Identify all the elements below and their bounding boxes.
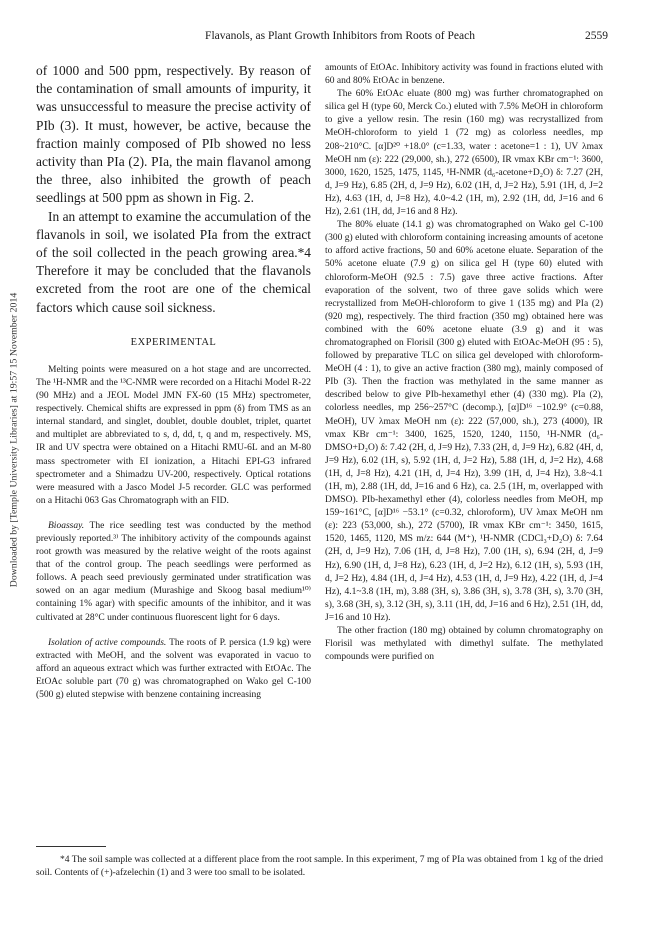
right-column <box>325 62 603 664</box>
right-paragraph-2: The 60% EtOAc eluate (800 mg) was further chromatographed on silica gel H (type 60, Merck Co.) eluted with 7.5% MeOH in chloroform to give a yellow resin. The resin (160 mg) was recrystallized from MeOH-chloroform to yield 1 (72 mg) as colorless needles, mp 208~210°C. [α]D²⁰ +18.0° (c=1.33, water : acetone=1 : 1), UV λmax MeOH nm (ε): 222 (29,000, sh.), 272 (6500), IR νmax KBr cm⁻¹: 3600, 3000, 1620, 1525, 1475, 1145, ¹H-NMR (d₆-acetone+D₂O) δ: 7.27 (2H, d, J=9 Hz), 6.85 (2H, d, J=9 Hz), 6.02 (1H, d, J=2 Hz), 5.91 (1H, d, J=2 Hz), 4.63 (1H, d, J=8 Hz), 4.0~4.2 (1H, m), 2.92 (1H, dd, J=16 and 6 Hz), 2.61 (1H, dd, J=16 and 8 Hz). <box>325 89 603 218</box>
bioassay-subheading: Bioassay. <box>48 520 85 531</box>
bioassay-paragraph <box>36 520 311 625</box>
right-paragraph-4: The other fraction (180 mg) obtained by column chromatography on Florisil was methylated with dimethyl sulfate. The methylated compounds were purified on <box>325 626 603 663</box>
isolation-text: The roots of P. persica (1.9 kg) were extracted with MeOH, and the solvent was evaporated in vacuo to afford an aqueous extract which was further extracted with EtOAc. The EtOAc soluble part (70 g) was chromatographed on Wako gel C-100 (500 g) eluted stepwise with benzene containing increasing <box>36 637 311 700</box>
left-column <box>36 62 311 702</box>
page-number: 2559 <box>585 30 608 42</box>
running-header <box>40 30 640 46</box>
experimental-text <box>36 364 311 702</box>
isolation-subheading: Isolation of active compounds. <box>48 637 167 648</box>
download-watermark-text: Downloaded by [Temple University Libraries] at 19:57 15 November 2014 <box>8 292 20 588</box>
right-paragraph-1: amounts of EtOAc. Inhibitory activity was found in fractions eluted with 60 and 80% EtOAc in benzene. <box>325 63 603 87</box>
footnote-rule <box>36 846 106 847</box>
isolation-paragraph <box>36 637 311 702</box>
right-paragraph-3: The 80% eluate (14.1 g) was chromatographed on Wako gel C-100 (300 g) eluted with chloroform containing increasing amounts of acetone to afford active fractions, 50 and 60% acetone eluate. Separation of the 50% acetone eluate (7.9 g) on silica gel H (type 60) eluted with chloroform-MeOH (92.5 : 7.5) gave three active fractions. After evaporation of the solvent, two of three gave solids which were recrystallized from MeOH-chloroform to give 1 (135 mg) and PIa (2) (920 mg), respectively. The third fraction (350 mg) obtained here was combined with the 60% acetone eluate (3.9 g) and it was chromatographed on Florisil (300 g) eluted with EtOAc-MeOH (95 : 5), followed by preparative TLC on silica gel developed with chloroform-MeOH (4 : 1), to give an active fraction (380 mg), mainly composed of PIb (3). Then the fraction was methylated in the same manner as described below to give PIb-hexamethyl ether (4) (330 mg). PIa (2), colorless needles, mp 256~257°C (decomp.), [α]D¹⁶ −102.9° (c=0.88, MeOH), UV λmax MeOH nm (ε): 222 (57,000, sh.), 273 (4000), IR νmax KBr cm⁻¹: 3400, 1625, 1520, 1240, 1150, ¹H-NMR (d₆-DMSO+D₂O) δ: 7.42 (2H, d, J=9 Hz), 7.33 (2H, d, J=9 Hz), 6.82 (4H, d, J=9 Hz), 6.02 (1H, s), 5.92 (1H, d, J=2 Hz), 5.88 (1H, d, J=2 Hz), 4.68 (1H, d, J=8 Hz), 4.21 (1H, d, J=4 Hz), 3.99 (1H, d, J=4 Hz), 3.8~4.1 (1H, m), 2.88 (1H, dd, J=16 and 6 Hz), ca. 2.5 (1H, m, overlapped with DMSO). PIb-hexamethyl ether (4), colorless needles from MeOH, mp 159~161°C, [α]D¹⁶ −53.1° (c=0.32, chloroform), UV λmax MeOH nm (ε): 223 (53,000, sh.), 272 (5700), IR νmax KBr cm⁻¹: 3450, 1615, 1520, 1465, 1120, MS m/z: 644 (M⁺), ¹H-NMR (CDCl₃+D₂O) δ: 7.64 (2H, d, J=9 Hz), 7.06 (1H, d, J=8 Hz), 7.00 (1H, s), 6.94 (2H, d, J=9 Hz), 6.90 (1H, d, J=8 Hz), 6.23 (1H, d, J=2 Hz), 6.12 (1H, s), 5.93 (1H, d, J=2 Hz), 4.84 (1H, d, J=4 Hz), 4.53 (1H, d, J=9 Hz), 4.22 (1H, d, J=4 Hz), 4.1~3.8 (1H, m), 3.88 (3H, s), 3.86 (3H, s), 3.78 (3H, s), 3.70 (3H, s), 3.68 (3H, s), 3.12 (3H, s), 3.11 (1H, dd, J=16 and 6 Hz), 2.51 (1H, dd, J=16 and 10 Hz). <box>325 220 603 623</box>
footnote: *4 The soil sample was collected at a different place from the root sample. In this experiment, 7 mg of PIa was obtained from 1 kg of the dried soil. Contents of (+)-afzelechin (1) and 3 were too small to be isolated. <box>36 855 603 878</box>
bioassay-text: The rice seedling test was conducted by the method previously reported.³⁾ The inhibitory activity of the compounds against root growth was measured by the relative weight of the roots against that of the control group. The peach seedlings were performed as follows. A peach seed previously germinated under stratification was sowed on an agar medium (Murashige and Skoog basal medium¹⁰⁾ containing 1% agar) with specific amounts of the inhibitor, and it was cultivated at 28°C under continuous fluorescent light for 6 days. <box>36 520 311 623</box>
download-watermark <box>6 230 22 650</box>
section-heading-experimental: EXPERIMENTAL <box>130 336 217 348</box>
left-paragraph-1: of 1000 and 500 ppm, respectively. By reason of the contamination of small amounts of impurity, it was unsuccessful to measure the precise activity of PIb (3). It must, however, be active, because the fraction mainly composed of PIb showed no less activity than PIa (2). PIa, the main flavanol among the three, also inhibited the growth of peach seedlings at 500 ppm as shown in Fig. 2. <box>36 63 311 206</box>
left-paragraph-2: In an attempt to examine the accumulation of the flavanols in soil, we isolated PIa from the extract of the soil collected in the peach growing area.*4 Therefore it may be concluded that the flavanols excreted from the root are one of the chemical factors which cause soil sickness. <box>36 208 311 315</box>
running-title: Flavanols, as Plant Growth Inhibitors from Roots of Peach <box>205 30 475 42</box>
body-text-large <box>36 62 311 317</box>
experimental-paragraph-1: Melting points were measured on a hot stage and are uncorrected. The ¹H-NMR and the ¹³C-NMR were recorded on a Hitachi Model R-22 (90 MHz) and a JEOL Model JMN FX-60 (15 MHz) spectrometer, respectively. Chemical shifts are expressed in ppm (δ) from TMS as an internal standard, and singlet, doublet, double doublet, triplet, quartet and multiplet are abbreviated to s, d, dd, t, q and m, respectively. MS, IR and UV spectra were obtained on a Hitachi RMU-6L and an M-80 mass spectrometer with EI ionization, a Hitachi EPI-G3 infrared spectrometer and a Shimadzu UV-200, respectively. Optical rotations were measured with a Jasco Model J-5 recorder. GLC was performed on a Hitachi 063 Gas Chromatograph with an FID. <box>36 364 311 506</box>
